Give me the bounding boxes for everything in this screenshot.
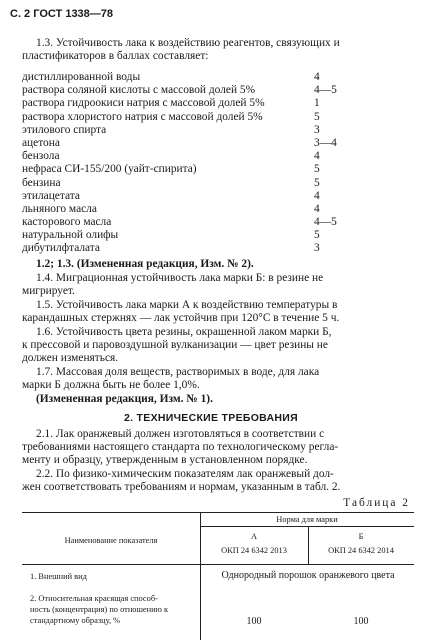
header-bottom-border — [22, 564, 414, 565]
grade-a-code: ОКП 24 6342 2013 — [221, 546, 287, 555]
paragraph-1-7-line-2: марки Б должна быть не более 1,0%. — [22, 379, 200, 391]
column-header-name: Наименование показателя — [64, 536, 158, 545]
list-item — [22, 111, 322, 124]
list-item — [22, 242, 322, 255]
list-item — [22, 97, 322, 110]
grade-b-code: ОКП 24 6342 2014 — [328, 546, 394, 555]
paragraph-2-2-line-2: жен соответствовать требованиям и нормам, указанным в табл. 2. — [22, 481, 341, 493]
table-2 — [22, 512, 414, 640]
paragraph-1-3-line-1: 1.3. Устойчивость лака к воздействию реагентов, связующих и — [36, 37, 340, 49]
row-1-name: 1. Внешний вид — [30, 572, 87, 581]
reagent-name: раствора соляной кислоты с массовой долей 5% — [22, 84, 256, 97]
paragraph-1-7-line-1: 1.7. Массовая доля веществ, растворимых в воде, для лака — [36, 366, 320, 378]
edition-note-1-7: (Измененная редакция, Изм. № 1). — [36, 393, 213, 405]
paragraph-1-4-line-2: мигрирует. — [22, 285, 75, 297]
score-value: 3 — [314, 123, 320, 136]
paragraph-1-4-line-1: 1.4. Миграционная устойчивость лака марки Б: в резине не — [36, 272, 324, 284]
score-value: 4—5 — [314, 84, 337, 97]
edition-note-1-2: 1.2; 1.3. (Измененная редакция, Изм. № 2). — [36, 258, 254, 270]
reagent-name: бензола — [22, 150, 60, 163]
reagent-name: этилового спирта — [22, 123, 107, 136]
list-item — [22, 124, 322, 137]
list-item — [22, 84, 337, 97]
table-top-border — [22, 512, 414, 513]
grade-a-label: А — [250, 532, 258, 541]
paragraph-2-1-line-3: менту и образцу, утвержденным в установленном порядке. — [22, 454, 308, 466]
row-2-name-line-3: стандартному образцу, % — [30, 616, 121, 625]
list-item — [22, 150, 322, 163]
score-value: 5 — [314, 176, 320, 189]
score-value: 5 — [314, 163, 320, 176]
norm-header-divider — [200, 526, 414, 527]
paragraph-1-6-line-3: должен изменяться. — [22, 352, 119, 364]
paragraph-2-1-line-2: требованиями настоящего стандарта по технологическому регла- — [22, 441, 339, 453]
score-value: 4 — [314, 202, 320, 215]
paragraph-1-6-line-2: к прессовой и паровоздушной вулканизации — цвет резины не — [22, 339, 328, 351]
paragraph-1-5-line-2: карандашных стержнях — лак устойчив при 120°С в течение 5 ч. — [22, 312, 340, 324]
row-2-name-line-1: 2. Относительная красящая способ- — [30, 594, 158, 603]
score-value: 3—4 — [314, 136, 337, 149]
score-value: 1 — [314, 97, 320, 110]
reagent-name: раствора хлористого натрия с массовой долей 5% — [22, 110, 263, 123]
reagent-name: натуральной олифы — [22, 229, 119, 242]
table-title: Таблица 2 — [343, 497, 410, 509]
page-header: С. 2 ГОСТ 1338—78 — [10, 8, 114, 20]
list-item — [22, 229, 322, 242]
row-1-value: Однородный порошок оранжевого цвета — [221, 570, 395, 581]
list-item — [22, 136, 337, 150]
reagent-name: этилацетата — [22, 189, 80, 202]
list-item — [22, 203, 322, 216]
score-value: 5 — [314, 229, 320, 242]
score-value: 4 — [314, 150, 320, 163]
list-item — [22, 71, 322, 84]
row-2-value-b: 100 — [353, 616, 369, 627]
list-item — [22, 163, 322, 176]
reagent-name: дибутилфталата — [22, 242, 100, 255]
reagent-name: льняного масла — [22, 202, 97, 215]
reagent-name: ацетона — [22, 136, 60, 149]
score-value: 5 — [314, 110, 320, 123]
score-value: 4 — [314, 71, 320, 83]
score-value: 4—5 — [314, 216, 337, 229]
reagent-name: нефраса СИ-155/200 (уайт-спирита) — [22, 163, 197, 176]
score-value: 4 — [314, 189, 320, 202]
paragraph-2-2-line-1: 2.2. По физико-химическим показателям лак оранжевый дол- — [36, 468, 334, 480]
paragraph-2-1-line-1: 2.1. Лак оранжевый должен изготовляться в соответствии с — [36, 428, 325, 440]
resistance-list — [22, 71, 337, 256]
list-item — [22, 177, 322, 190]
score-value: 3 — [314, 242, 320, 255]
reagent-name: бензина — [22, 176, 61, 189]
paragraph-1-5-line-1: 1.5. Устойчивость лака марки А к воздействию температуры в — [36, 299, 338, 311]
reagent-name: касторового масла — [22, 216, 112, 229]
grade-b-label: Б — [358, 532, 364, 541]
list-item — [22, 190, 322, 203]
row-2-name-line-2: ность (концентрация) по отношению к — [30, 605, 169, 614]
reagent-name: дистиллированной воды — [22, 71, 141, 83]
column-header-norm: Норма для марки — [276, 515, 338, 524]
paragraph-1-6-line-1: 1.6. Устойчивость цвета резины, окрашенной лаком марки Б, — [36, 326, 332, 338]
paragraph-1-3-line-2: пластификаторов в баллах составляет: — [22, 50, 209, 62]
row-2-value-a: 100 — [246, 616, 262, 627]
section-title: 2. ТЕХНИЧЕСКИЕ ТРЕБОВАНИЯ — [123, 412, 299, 424]
reagent-name: раствора гидроокиси натрия с массовой долей 5% — [22, 97, 265, 110]
list-item — [22, 216, 337, 229]
